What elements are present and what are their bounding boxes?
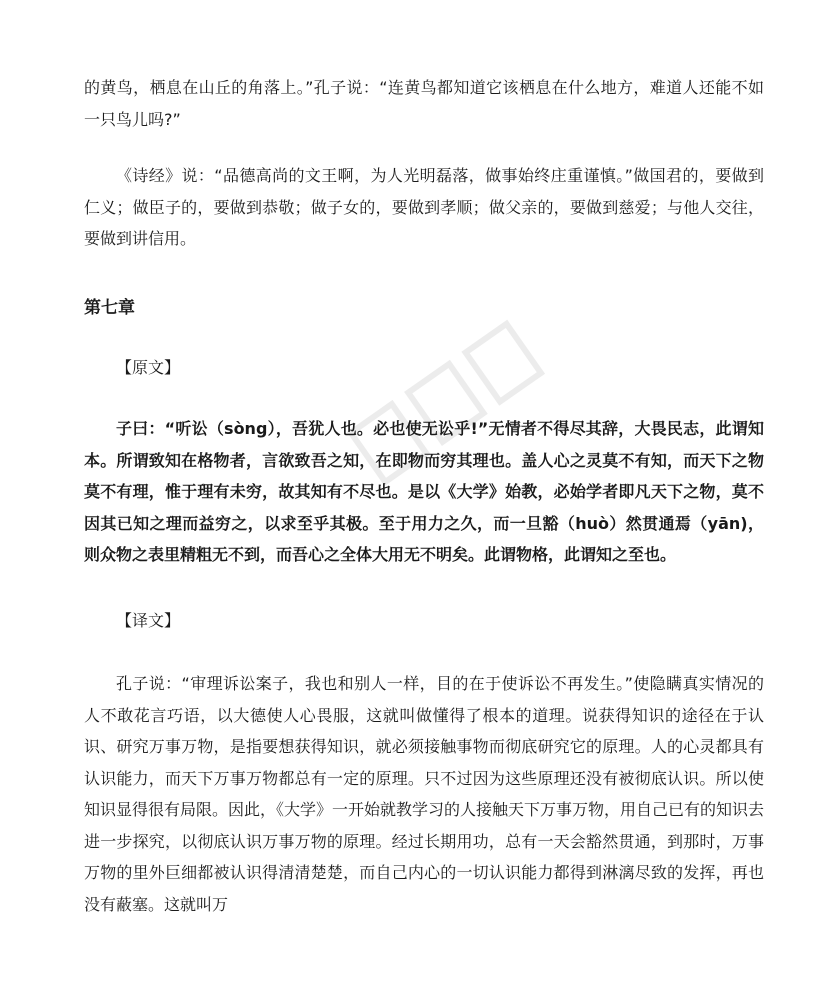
translation-text: 孔子说：“审理诉讼案子，我也和别人一样，目的在于使诉讼不再发生。”使隐瞒真实情况的人不敢花言巧语，以大德使人心畏服，这就叫做懂得了根本的道理。说获得知识的途径在于认识、研究万事万物，是指要想获得知识，就必须接触事物而彻底研究它的原理。人的心灵都具有认识能力，而天下万事万物都总有一定的原理。只不过因为这些原理还没有被彻底认识。所以使知识显得很有局限。因此，《大学》一开始就教学习的人接触天下万事万物，用自己已有的知识去进一步探究，以彻底认识万事万物的原理。经过长期用功，总有一天会豁然贯通，到那时，万事万物的里外巨细都被认识得清清楚楚，而自己内心的一切认识能力都得到淋漓尽致的发挥，再也没有蔽塞。这就叫万 xyxy=(84,674,765,914)
paragraph-shijing: 《诗经》说：“品德高尚的文王啊，为人光明磊落，做事始终庄重谨慎。”做国君的，要做到仁义；做臣子的，要做到恭敬；做子女的，要做到孝顺；做父亲的，要做到慈爱；与他人交往，要做到讲信用。 xyxy=(84,166,764,248)
chapter-title: 第七章 xyxy=(84,298,135,318)
translation-label: 【译文】 xyxy=(116,611,181,630)
paragraph-continued: 的黄鸟，栖息在山丘的角落上。”孔子说：“连黄鸟都知道它该栖息在什么地方，难道人还能不如一只鸟儿吗?” xyxy=(84,78,764,129)
original-text: 子曰：“听讼（sòng），吾犹人也。必也使无讼乎!”无情者不得尽其辞，大畏民志，此谓知本。所谓致知在格物者，言欲致吾之知，在即物而穷其理也。盖人心之灵莫不有知，而天下之物莫不有理，惟于理有未穷，故其知有不尽也。是以《大学》始教，必始学者即凡天下之物，莫不因其已知之理而益穷之，以求至乎其极。至于用力之久，而一旦豁（huò）然贯通焉（yān)，则众物之表里精粗无不到，而吾心之全体大用无不明矣。此谓物格，此谓知之至也。 xyxy=(84,419,764,564)
original-text-label: 【原文】 xyxy=(116,358,181,377)
